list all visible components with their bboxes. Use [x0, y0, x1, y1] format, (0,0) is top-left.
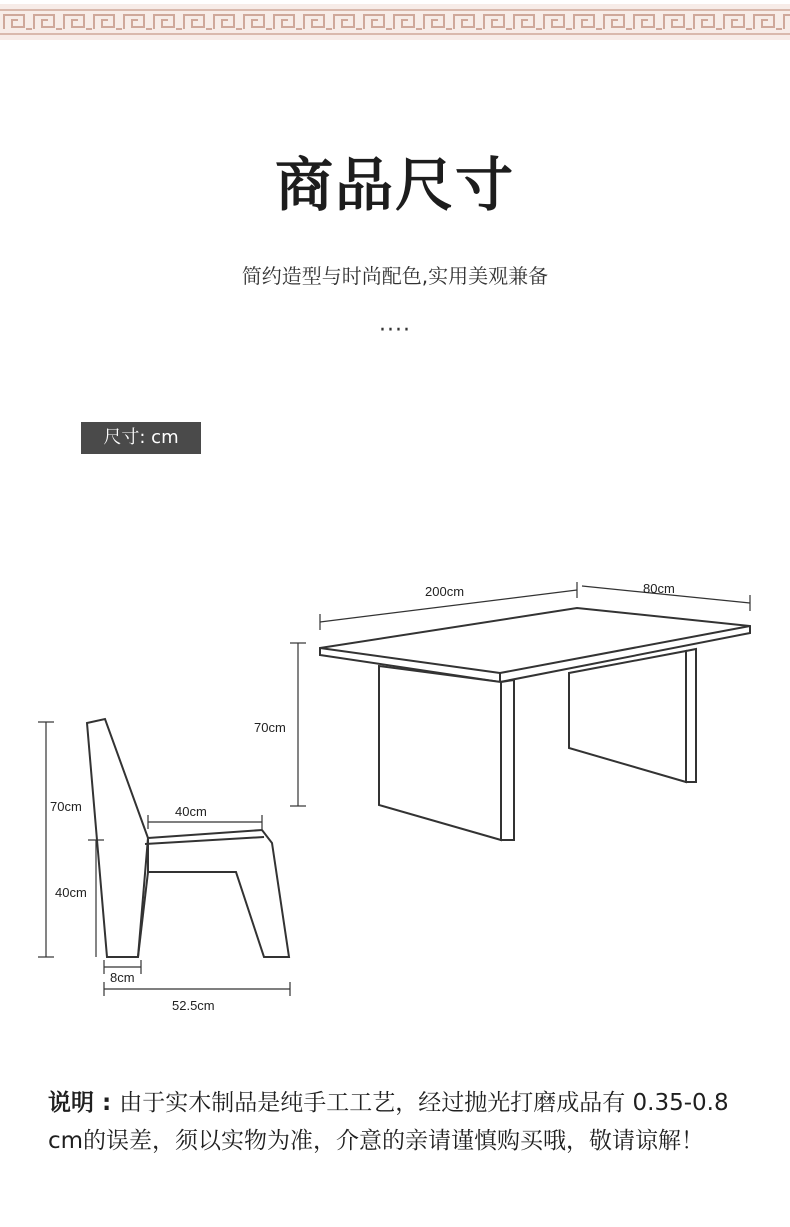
table-drawing: [320, 608, 750, 840]
note-label: 说明 :: [48, 1090, 120, 1116]
page-title: 商品尺寸: [274, 151, 515, 219]
divider-dots: ····: [379, 318, 411, 343]
table-front-leg-side: [501, 680, 514, 840]
label-table-length: 200cm: [425, 584, 465, 599]
label-seat-height: 40cm: [55, 885, 87, 900]
label-chair-depth: 52.5cm: [172, 998, 215, 1013]
table-front-leg: [379, 666, 501, 840]
page-subtitle: 简约造型与时尚配色,实用美观兼备: [241, 264, 549, 288]
table-back-leg: [569, 651, 686, 782]
furniture-dimension-diagram: [0, 480, 790, 1040]
label-chair-height: 70cm: [50, 799, 82, 814]
label-leg-thickness: 8cm: [110, 970, 135, 985]
label-table-height: 70cm: [254, 720, 286, 735]
label-table-width: 80cm: [643, 581, 675, 596]
table-back-leg-side: [686, 649, 696, 782]
label-seat-depth: 40cm: [175, 804, 207, 819]
note-text: 由于实木制品是纯手工工艺，经过抛光打磨成品有 0.35-0.8 cm的误差，须以实物为准，介意的亲请谨慎购买哦，敬请谅解！: [48, 1090, 729, 1154]
greek-key-border: [0, 0, 790, 44]
unit-tag: 尺寸: cm: [81, 422, 201, 454]
chair-drawing: [87, 719, 289, 957]
disclaimer-note: [48, 1084, 748, 1160]
chair-seat-frame: [148, 830, 289, 957]
